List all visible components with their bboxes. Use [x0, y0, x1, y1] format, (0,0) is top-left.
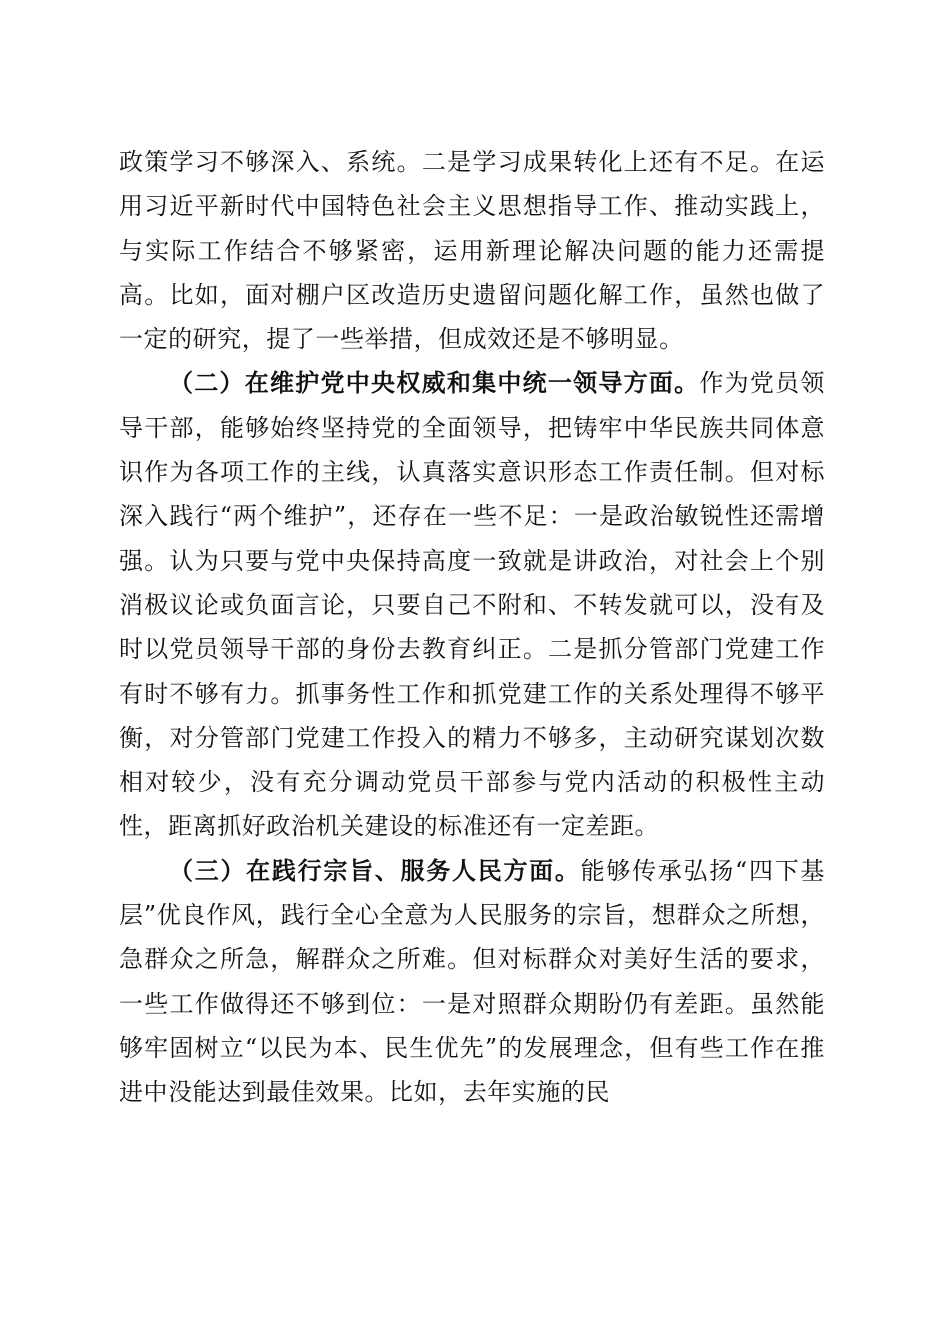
- paragraph-section-2: [119, 361, 825, 848]
- paragraph-text: 作为党员领导干部，能够始终坚持党的全面领导，把铸牢中华民族共同体意识作为各项工作的主线，认真落实意识形态工作责任制。但对标深入践行“两个维护”，还存在一些不足：一是政治敏锐性还需增强。认为只要与党中央保持高度一致就是讲政治，对社会上个别消极议论或负面言论，只要自己不附和、不转发就可以，没有及时以党员领导干部的身份去教育纠正。二是抓分管部门党建工作有时不够有力。抓事务性工作和抓党建工作的关系处理得不够平衡，对分管部门党建工作投入的精力不够多，主动研究谋划次数相对较少，没有充分调动党员干部参与党内活动的积极性主动性，距离抓好政治机关建设的标准还有一定差距。: [119, 369, 825, 841]
- paragraph-continuation: [119, 140, 825, 361]
- paragraph-section-3: [119, 849, 825, 1115]
- document-body: [119, 140, 825, 1115]
- paragraph-text: 能够传承弘扬“四下基层”优良作风，践行全心全意为人民服务的宗旨，想群众之所想，急群众之所急，解群众之所难。但对标群众对美好生活的要求，一些工作做得还不够到位：一是对照群众期盼仍有差距。虽然能够牢固树立“以民为本、民生优先”的发展理念，但有些工作在推进中没能达到最佳效果。比如，去年实施的民: [119, 856, 825, 1107]
- section-heading: （二）在维护党中央权威和集中统一领导方面。: [169, 368, 700, 398]
- paragraph-text: 政策学习不够深入、系统。二是学习成果转化上还有不足。在运用习近平新时代中国特色社会主义思想指导工作、推动实践上，与实际工作结合不够紧密，运用新理论解决问题的能力还需提高。比如，面对棚户区改造历史遗留问题化解工作，虽然也做了一定的研究，提了一些举措，但成效还是不够明显。: [119, 148, 825, 354]
- section-heading: （三）在践行宗旨、服务人民方面。: [169, 855, 581, 885]
